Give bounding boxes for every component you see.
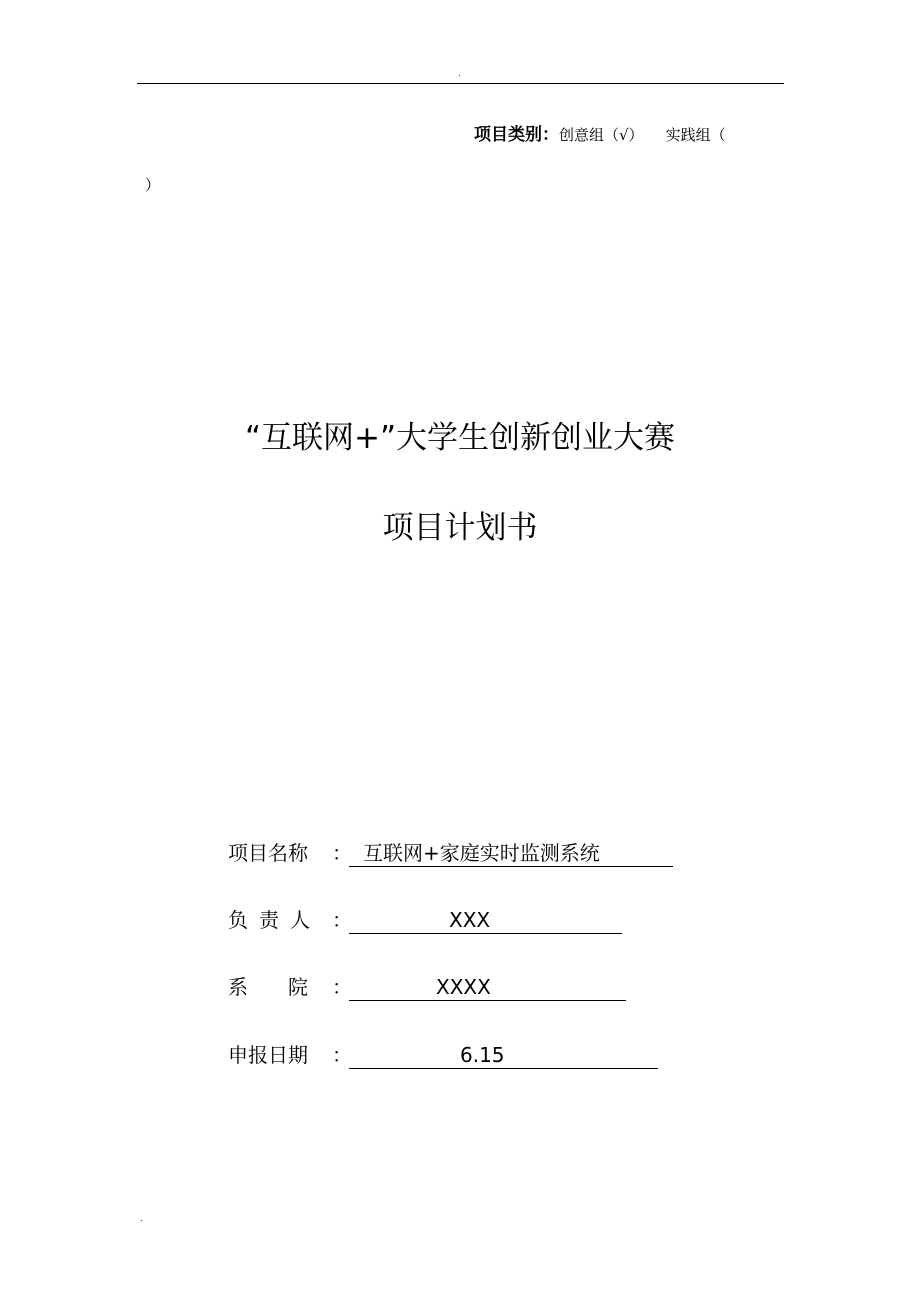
field-leader-label: 负责人 [228,908,321,932]
field-date-value: 6.15 [349,1040,658,1069]
document-subtitle: 项目计划书 [382,510,538,546]
field-date-label: 申报日期 [228,1043,308,1067]
field-project-name-label: 项目名称 [228,841,308,865]
project-category [474,124,726,146]
category-closing-paren: ） [145,176,161,194]
document-title: “互联网+”大学生创新创业大赛 [244,420,676,456]
field-leader [228,905,491,935]
field-project-name [228,838,600,868]
field-department-value: XXXX [349,972,626,1001]
footer-dot: . [140,1214,143,1223]
field-department-colon: ： [332,975,352,999]
field-leader-value: XXX [349,905,622,934]
field-date-colon: ： [332,1043,352,1067]
field-department-label: 系 院 [228,975,308,999]
field-date [228,1040,505,1070]
field-leader-colon: ： [332,908,352,932]
field-project-name-colon: ： [332,841,352,865]
category-option-creative: 创意组（√） [559,126,644,144]
header-dot: . [458,69,461,78]
category-label: 项目类别： [474,125,559,145]
field-project-name-value: 互联网+家庭实时监测系统 [349,838,673,867]
category-option-practice: 实践组（ [665,126,726,144]
header-rule [137,83,784,84]
field-department [228,972,491,1002]
